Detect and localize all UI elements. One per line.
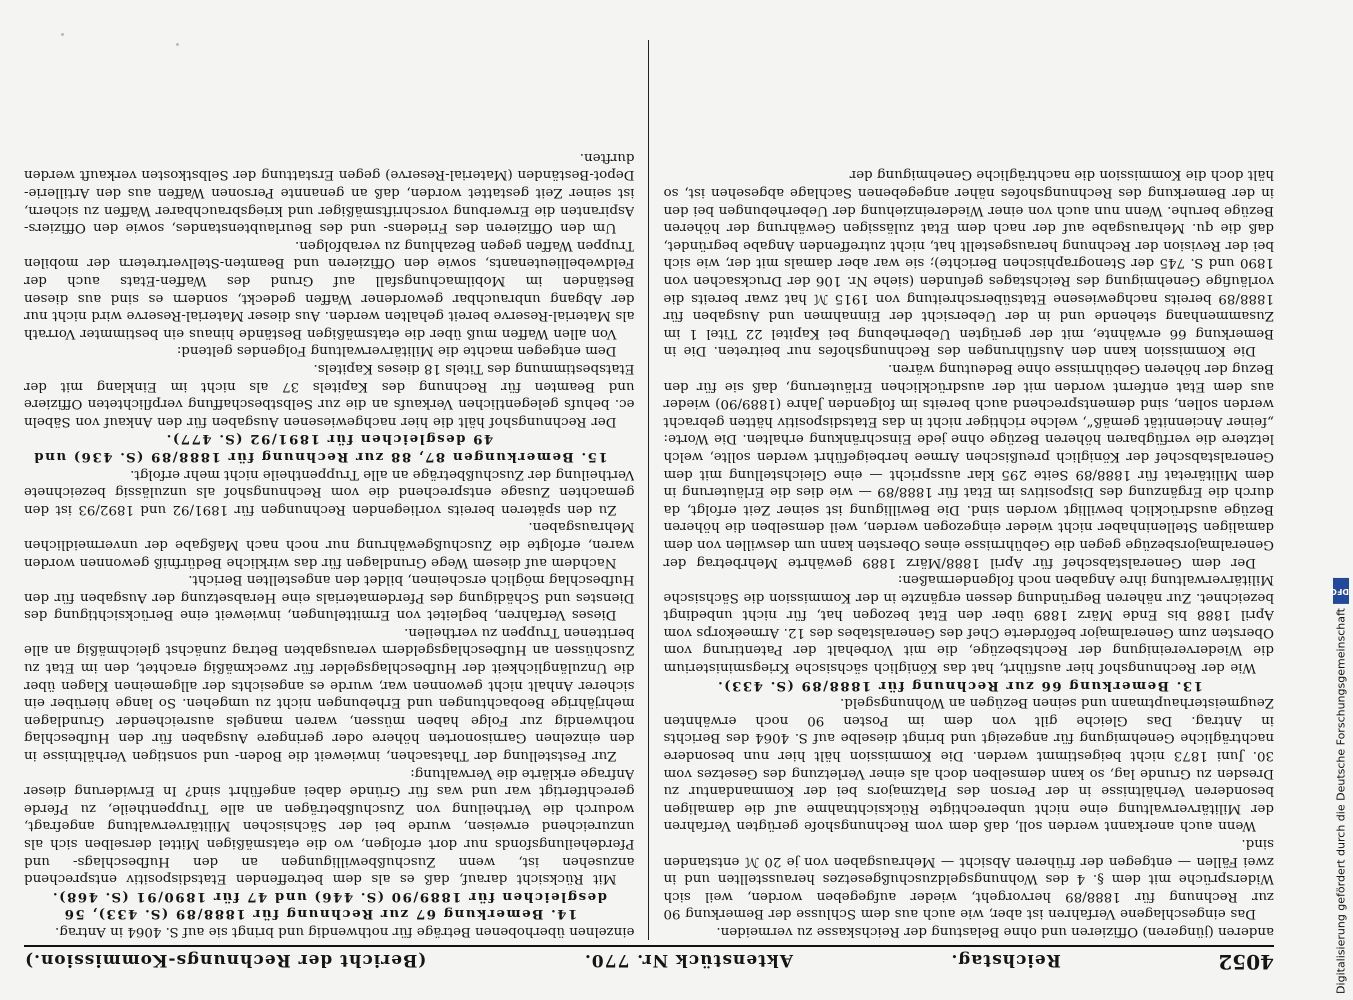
paragraph: einzelnen überhobenen Beträge für nothwendig und bringt sie auf S. 4064 in Antrag. <box>55 924 635 939</box>
paragraph: Dieses Verfahren, begleitet von Ermittelungen, inwieweit eine Berücksichtigung des Dienstes und Schädigung des Pferdematerials eine Herabsetzung der Ausgaben für den Hufbeschlag möglich erscheinen, bildet den angestellten Bericht. <box>24 572 635 623</box>
section-heading: 15. Bemerkungen 87, 88 zur Rechnung für 1888/89 (S. 436) und 49 desgleichen für 1891/92 (S. 477). <box>32 431 608 465</box>
paragraph: Von allen Waffen muß über die etatsmäßigen Bestände hinaus ein bestimmter Vorrath als Material-Reserve bereit gehalten werden. Aus dieser Material-Reserve wird nicht nur der Abgang unbrauchbar gewordener Waffen gedeckt, sondern es sind aus diesen Beständen im Mobilmachungsfall auf Grund des Waffen-Etats auch der Feldwebellieutenants, sowie den Offizieren und Beamten-Stellvertretern der mobilen Truppen Waffen gegen Bezahlung zu verabfolgen. <box>24 237 635 341</box>
scan-speck <box>61 33 64 36</box>
header-center-title: Aktenstück Nr. 770. <box>583 950 793 970</box>
page-header <box>24 945 1274 980</box>
right-column <box>24 40 635 940</box>
paragraph: Wenn auch anerkannt werden soll, daß dem vom Rechnungshofe gerügten Verfahren der Militärverwaltung eine nicht unberechtigte Rücksichtnahme auf die damaligen besonderen Verhältnisse in der Person des Platzmajors bei der Kommandantur zu Dresden zu Grunde lag, so kann demselben doch als einer Verletzung des Gesetzes vom 30. Juni 1873 nicht beigestimmt werden. Die Kommission hält hier nun besondere nachträgliche Genehmigung für angezeigt und bringt dieselbe auf S. 4064 des Berichts in Antrag. Das Gleiche gilt von dem im Posten 90 noch erwähnten Zeugmeisterhauptmann und seinen Bezügen an Wohnungsgeld. <box>663 695 1274 834</box>
paragraph: Der Rechnungshof hält die hier nachgewiesenen Ausgaben für den Ankauf von Säbeln ec. behufs gelegentlichen Verkaufs an die zur Selbstbeschaffung verpflichteten Offiziere und Beamten für Rechnung des Kapitels 37 als nicht im Einklang mit der Etatsbestimmung des Titels 18 dieses Kapitels. <box>24 361 635 429</box>
digitization-credit <box>1330 578 1349 994</box>
paragraph: anderen (jüngeren) Offizieren und ohne Belastung der Reichskasse zu vermeiden. <box>716 924 1274 939</box>
paragraph: Die Kommission kann den Ausführungen des Rechnungshofes nur beitreten. Die in Bemerkung 66 erwähnte, mit der gerügten Ueberhebung bei Kapitel 22 Titel 1 im Zusammenhang stehende und in der Uebersicht der Einnahmen und Ausgaben für 1888/89 bereits nachgewiesene Etatsüberschreitung von 1915 ℳ hat zwar bereits die vorläufige Genehmigung des Reichstages gefunden (siehe Nr. 106 der Drucksachen von 1890 und S. 745 der Stenographischen Berichte); sie war aber damals mit der, wie sich bei der Revision der Rechnung herausgestellt hat, nicht zutreffenden Angabe begründet, daß die qu. Mehrausgabe auf der nach dem Etat zulässigen Gewährung der höheren Bezüge beruhe. Wenn nun auch von einer Wiedereinziehung der Ueberhebungen bei den in der Bemerkung des Rechnungshofes näher angegebenen Sachlage abgesehen ist, so hält doch die Kommission die nachträgliche Genehmigung der <box>663 167 1274 359</box>
rotated-document <box>24 40 1274 980</box>
paragraph: Das eingeschlagene Verfahren ist aber, wie auch aus dem Schlusse der Bemerkung 90 zur Rechnung für 1888/89 hervorgeht, wieder aufgegeben worden, weil sich Widersprüche mit dem §. 4 des Wohnungsgeldzuschußgesetzes herausstellten und in zwei Fällen — entgegen der früheren Absicht — Mehrausgaben von je 20 ℳ entstanden sind. <box>663 836 1274 922</box>
paragraph: Dem entgegen machte die Militärverwaltung Folgendes geltend: <box>176 343 617 359</box>
paragraph: Nachdem auf diesem Wege Grundlagen für das wirkliche Bedürfniß gewonnen worden waren, erfolgte die Zuschußgewährung nur noch nach Maßgabe der unvermeidlichen Mehrausgaben. <box>24 519 635 570</box>
credit-text: Digitalisierung gefördert durch die Deutsche Forschungsgemeinschaft <box>1334 608 1348 994</box>
paragraph: Zur Feststellung der Thatsachen, inwieweit die Boden- und sonstigen Verhältnisse in den einzelnen Garnisonorten höhere oder geringere Ausgaben für den Hufbeschlag nothwendig zur Folge haben müssen, waren mangels ausreichender Grundlagen mehrjährige Beobachtungen und Erhebungen nicht zu umgehen. So lange hierüber ein sicherer Anhalt nicht gewonnen war, wurde es angesichts der allgemeinen Klagen über die Unzulänglichkeit der Hufbeschlagsgelder für zweckmäßig erachtet, den im Etat zu Zuschüssen an Hufbeschlagsgeldern verausgabten Betrag zunächst gleichmäßig an alle berittenen Truppen zu vertheilen. <box>24 624 635 764</box>
header-right-title: (Bericht der Rechnungs-Kommission.) <box>24 950 427 970</box>
paragraph: Zu den späteren bereits vorliegenden Rechnungen für 1891/92 und 1892/93 ist den gemachten Zusage entsprechend die vom Rechnungshof als unzulässig bezeichnete Vertheilung der Zuschußbeträge an alle Truppentheile nicht mehr erfolgt. <box>24 466 635 517</box>
paragraph: Mit Rücksicht darauf, daß es als dem betreffenden Etatsdispositiv entsprechend anzusehen ist, wenn Zuschußbewilligungen an den Hufbeschlags- und Pferdeheilungsfonds nur dort erfolgen, wo die etatsmäßigen Mittel derselben sich als unzureichend erweisen, wurde bei der Sächsischen Militärverwaltung angefragt, wodurch die Vertheilung von Zuschußbeträgen an alle Truppentheile, zu Pferde gerechtfertigt war und was für Gründe dabei angeführt sind? In Erwiderung dieser Anfrage erklärte die Verwaltung: <box>24 765 635 887</box>
paragraph: Der dem Generalstabschef für April 1888/März 1889 gewährte Mehrbetrag der Generalmajorsbezüge gegen die Gebührnisse eines Obersten kann um deswillen von dem damaligen Stelleninhaber nicht wieder eingezogen werden, weil demselben die höheren Bezüge ausdrücklich bewilligt worden sind. Die Bewilligung ist seiner Zeit erfolgt, da durch die Ergänzung des Dispositivs im Etat für 1888/89 — wie dies die Erläuterung in dem Militäretat für 1888/89 Seite 295 klar ausspricht — eine Gleichstellung mit dem Generalstabschef der Königlich preußischen Armee herbeigeführt werden sollte, welch letztere die verfügbaren höheren Bezüge ohne jede Einschränkung erhalten. Die Worte: „feiner Anciennität gemäß“, welche richtiger nicht in das Etatsdispositiv hätten gebracht werden sollen, sind dementsprechend auch bereits im folgenden Jahre (1889/90) wieder aus dem Etat entfernt worden mit der ausdrücklichen Erläuterung, daß sie für den Bezug der höheren Gebührnisse ohne Bedeutung wären. <box>663 361 1274 570</box>
header-left-title: Reichstag. <box>950 950 1061 970</box>
left-column <box>664 40 1275 940</box>
page-number: 4052 <box>1218 950 1274 974</box>
dfg-logo: DFG <box>1333 578 1349 604</box>
paragraph: Wie der Rechnungshof hier ausführt, hat das Königlich sächsische Kriegsministerium die Wiedervereinigung der Rechtsbezüge, die mit Vorbehalt der Patentirung vom Obersten zum Generalmajor beförderte Chef des Generalstabes des 12. Armeekorps vom April 1888 bis Ende März 1889 über den Etat bezogen hat, für nicht unbedingt bezeichnet. Zur näheren Begründung dessen ergänzte in der Kommission die Sächsische Militärverwaltung ihre Angaben noch folgendermaßen: <box>663 572 1274 676</box>
paragraph: Um den Offizieren des Friedens- und des Beurlaubtenstandes, sowie den Offiziers-Aspiranten die Erwerbung vorschriftsmäßiger und kriegsbrauchbarer Waffen zu sichern, ist seiner Zeit gestattet worden, daß an genannte Personen Waffen aus den Artillerie-Depot-Beständen (Material-Reserve) gegen Erstattung der Selbstkosten verkauft werden durften. <box>24 149 635 236</box>
section-heading: 14. Bemerkung 67 zur Rechnung für 1888/89 (S. 433), 56 desgleichen für 1889/90 (S. 446) und 47 für 1890/91 (S. 468). <box>51 888 608 923</box>
column-divider <box>649 40 650 940</box>
section-heading: 13. Bemerkung 66 zur Rechnung für 1888/89 (S. 433). <box>716 677 1203 694</box>
text-columns <box>24 40 1274 940</box>
